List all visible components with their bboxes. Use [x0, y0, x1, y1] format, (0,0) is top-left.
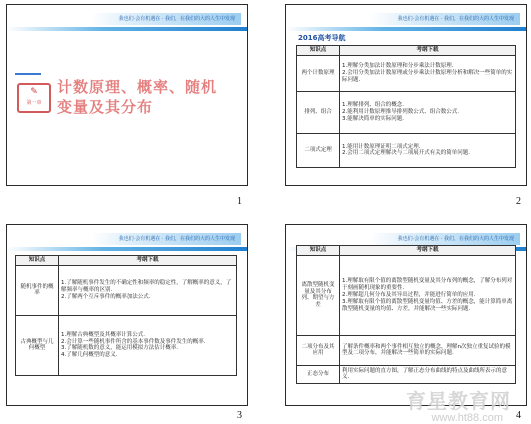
slide-4[interactable]	[285, 224, 527, 406]
slide-subtitle: 2016高考导航	[298, 34, 346, 42]
header-wave	[286, 27, 526, 31]
col-header: 知识点	[297, 46, 340, 56]
table-row	[297, 255, 516, 335]
requirement-cell: 了解条件概率和两个事件相互独立的概念，理解n次独立重复试验的模型及二项分布，并能解决一些简单的实际问题.	[340, 335, 516, 365]
syllabus-table	[296, 45, 516, 168]
col-header: 知识点	[16, 256, 59, 266]
table-header-row	[16, 256, 237, 266]
table-row	[297, 55, 516, 91]
topic-cell: 两个计数原理	[297, 55, 340, 91]
topic-cell: 二项式定理	[297, 133, 340, 167]
slide-header-banner: 我也们·会有机遇在 · 我们，在我们的大的人生中发现	[91, 13, 241, 25]
slide-2[interactable]	[285, 4, 527, 186]
slide-3[interactable]	[6, 224, 248, 406]
slide-header-banner: 我也们·会有机遇在 · 我们，在我们的大的人生中发现	[370, 13, 520, 25]
topic-cell: 古典概型与几何概型	[16, 315, 59, 375]
topic-cell: 二项分布及其应用	[297, 335, 340, 365]
topic-cell: 离散型随机变量及其分布列、期望与方差	[297, 255, 340, 335]
col-header: 考纲下载	[340, 46, 516, 56]
topic-cell: 随机事件的概率	[16, 265, 59, 315]
chapter-stamp-icon: ✎ 第一章	[17, 83, 51, 113]
slide-header-banner: 我也们·会有机遇在 · 我们，在我们的大的人生中发现	[370, 233, 520, 245]
topic-cell: 排列、组合	[297, 91, 340, 133]
slide-title: 计数原理、概率、随机变量及其分布	[57, 78, 218, 116]
table-row	[16, 265, 237, 315]
syllabus-table	[15, 255, 237, 376]
slide-number: 4	[516, 410, 521, 421]
slide-number: 2	[516, 196, 521, 207]
requirement-cell: 1.理解排列、组合的概念. 2.能利用计数原理推导排列数公式、组合数公式. 3.能解决简单的实际问题.	[340, 91, 516, 133]
decorative-line	[15, 73, 41, 75]
col-header: 考纲下载	[340, 246, 516, 256]
header-wave	[7, 247, 247, 251]
table-header-row	[297, 246, 516, 256]
syllabus-table	[296, 245, 516, 384]
slide-number: 3	[237, 410, 242, 421]
watermark-url: www.ht88.com	[431, 412, 503, 424]
requirement-cell: 1.理解取有限个值的离散型随机变量及其分布列的概念，了解分布列对于刻画随机现象的重要性. 2.理解超几何分布及其导出过程，并能进行简单的应用. 3.理解取有限个值的离散型随机变量均值、方差的概念，能计算简单离散型随机变量的均值、方差，并能解决一些实际问题.	[340, 255, 516, 335]
table-row	[297, 365, 516, 383]
slide-header-banner: 我也们·会有机遇在 · 我们，在我们的大的人生中发现	[91, 233, 241, 245]
header-wave	[7, 27, 247, 31]
watermark-brand: 育星教育网	[406, 391, 511, 413]
requirement-cell: 1.理解古典概型及其概率计算公式. 2.会计算一些随机事件所含的基本事件数及事件发生的概率. 3.了解随机数的意义，能运用模拟方法估计概率. 4.了解几何概型的意义.	[59, 315, 237, 375]
requirement-cell: 1.了解随机事件发生的不确定性和频率的稳定性，了解概率的意义，了解频率与概率的区别. 2.了解两个互斥事件的概率加法公式.	[59, 265, 237, 315]
table-row	[297, 133, 516, 167]
table-row	[297, 91, 516, 133]
table-row	[297, 335, 516, 365]
requirement-cell: 利用实际问题的直方图，了解正态分布曲线的特点及曲线所表示的意义.	[340, 365, 516, 383]
slide-1[interactable]	[6, 4, 248, 186]
col-header: 知识点	[297, 246, 340, 256]
slide-number: 1	[237, 196, 242, 207]
requirement-cell: 1.理解分类加法计数原理和分步乘法计数原理. 2.会用分类加法计数原理或分步乘法计数原理分析和解决一些简单的实际问题.	[340, 55, 516, 91]
table-row	[16, 315, 237, 375]
requirement-cell: 1.能用计数原理证明二项式定理. 2.会用二项式定理解决与二项展开式有关的简单问题.	[340, 133, 516, 167]
col-header: 考纲下载	[59, 256, 237, 266]
topic-cell: 正态分布	[297, 365, 340, 383]
table-header-row	[297, 46, 516, 56]
